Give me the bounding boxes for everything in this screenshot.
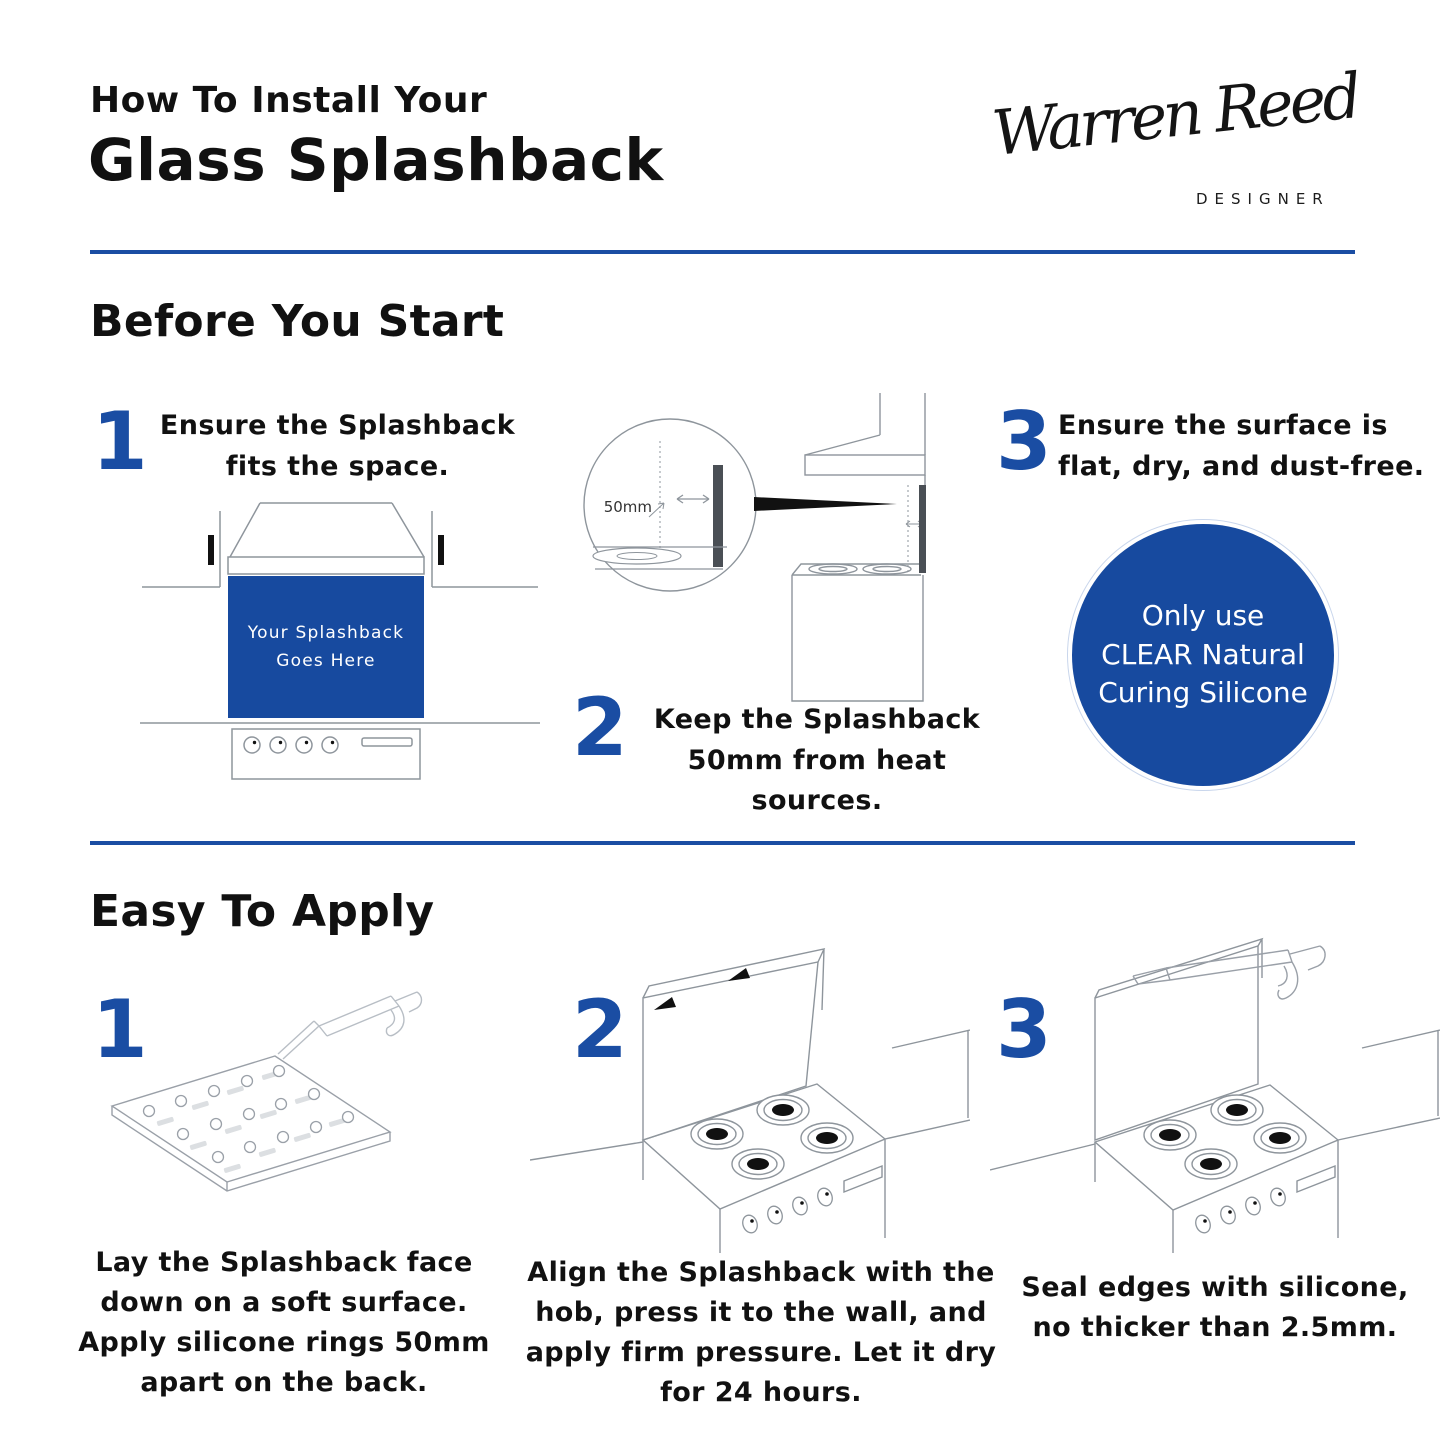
apply-step-2-number: 2 bbox=[572, 983, 628, 1076]
apply-step-3-number: 3 bbox=[996, 983, 1052, 1076]
caulk-gun-icon bbox=[1133, 946, 1325, 999]
bys-step-1-text: Ensure the Splashback fits the space. bbox=[159, 410, 516, 482]
splashback-placeholder bbox=[228, 576, 424, 718]
section-divider-middle bbox=[90, 841, 1355, 845]
cooker-knobs bbox=[740, 1186, 834, 1235]
seal-edges-illustration bbox=[990, 918, 1440, 1253]
bys-step-3-number: 3 bbox=[996, 395, 1052, 488]
apply-step-3-caption: Seal edges with silicone, no thicker than 2.5mm. bbox=[1021, 1272, 1409, 1343]
apply-step-1-number: 1 bbox=[92, 983, 148, 1076]
bys-step-2-text: Keep the Splashback 50mm from heat sources. bbox=[653, 704, 981, 816]
silicone-rings-illustration bbox=[95, 960, 495, 1240]
silicone-note-circle bbox=[1072, 524, 1334, 786]
page-title-line-1: How To Install Your bbox=[90, 80, 488, 121]
page-title-line-2: Glass Splashback bbox=[88, 126, 664, 194]
placeholder-line-2: Goes Here bbox=[276, 651, 376, 671]
bys-step-2-number: 2 bbox=[572, 681, 628, 774]
heat-gap-illustration bbox=[565, 393, 965, 703]
bys-step-1-number: 1 bbox=[92, 395, 148, 488]
splashback-face-down-panel bbox=[112, 1056, 390, 1191]
splashback-edge-strip bbox=[919, 485, 926, 573]
hob-burners bbox=[691, 1095, 853, 1179]
kitchen-lines bbox=[530, 949, 970, 1253]
kitchen-lines bbox=[990, 939, 1440, 1253]
apply-step-2-caption: Align the Splashback with the hob, press it to the wall, and apply firm pressure. Let it dry for 24 hours. bbox=[525, 1257, 997, 1408]
cooker-knobs bbox=[1193, 1186, 1287, 1235]
cooker-hood-side bbox=[792, 393, 925, 701]
callout-wedge bbox=[754, 497, 897, 511]
align-splashback-illustration bbox=[530, 918, 970, 1253]
before-you-start-heading: Before You Start bbox=[90, 296, 505, 347]
warren-reed-logo: Warren Reed bbox=[988, 59, 1362, 170]
caulk-gun-icon bbox=[278, 992, 422, 1059]
easy-to-apply-heading: Easy To Apply bbox=[90, 886, 435, 937]
bys-step-3-text: Ensure the surface is flat, dry, and dust-free. bbox=[1058, 410, 1425, 482]
logo-designer-label: DESIGNER bbox=[1196, 190, 1330, 208]
gap-label: 50mm bbox=[603, 498, 652, 516]
apply-step-1-caption: Lay the Splashback face down on a soft surface. Apply silicone rings 50mm apart on the back. bbox=[78, 1247, 490, 1398]
hob-burners bbox=[1144, 1095, 1306, 1179]
silicone-note-text: Only use CLEAR Natural Curing Silicone bbox=[1098, 599, 1308, 710]
section-divider-top bbox=[90, 250, 1355, 254]
placeholder-line-1: Your Splashback bbox=[247, 622, 405, 643]
